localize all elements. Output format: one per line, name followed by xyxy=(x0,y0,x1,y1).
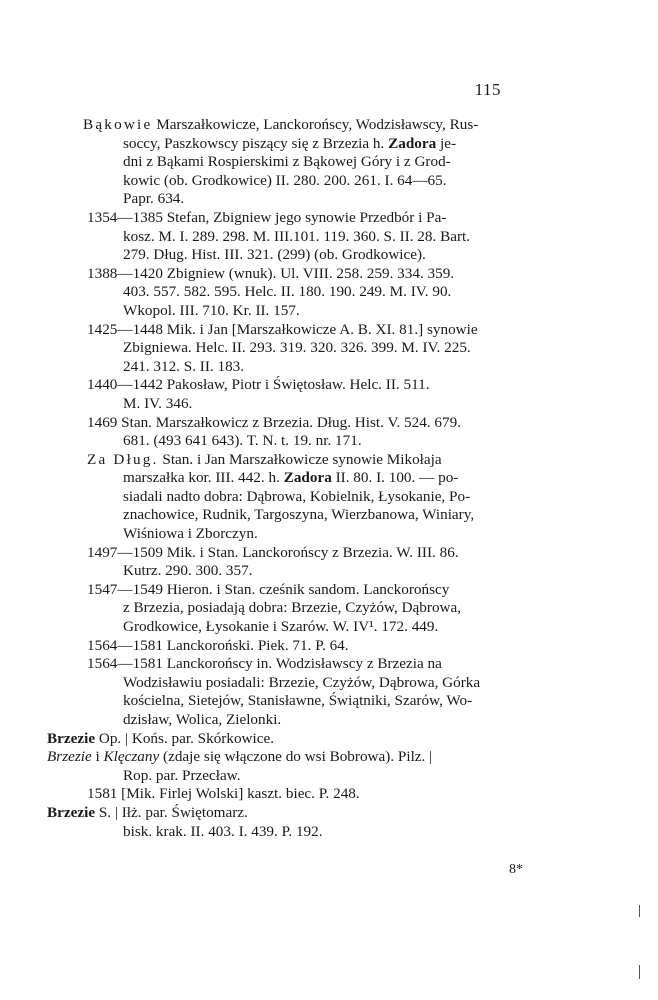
entry-text-block xyxy=(47,116,513,841)
text-segment: S. | Iłż. par. Świętomarz. xyxy=(95,803,248,821)
text-segment: bisk. krak. II. 403. I. 439. P. 192. xyxy=(123,822,323,840)
text-segment: Za Dług. xyxy=(87,450,159,468)
entry-keyword: Zadora xyxy=(283,469,332,487)
entry-keyword: Brzezie xyxy=(47,803,96,821)
text-line xyxy=(47,711,513,730)
text-segment: dni z Bąkami Rospierskimi z Bąkowej Góry i z Grod- xyxy=(123,153,451,171)
text-line xyxy=(47,302,513,321)
text-segment: Grodkowice, Łysokanie i Szarów. W. IV¹. 172. 449. xyxy=(123,618,439,636)
text-segment: siadali nadto dobra: Dąbrowa, Kobielnik, Łysokanie, Po- xyxy=(123,487,471,505)
text-segment: i xyxy=(91,748,104,766)
text-segment: 1581 [Mik. Firlej Wolski] kaszt. biec. P. 248. xyxy=(87,785,360,803)
text-segment: Wodzisławiu posiadali: Brzezie, Czyżów, Dąbrowa, Górka xyxy=(123,673,481,691)
text-line xyxy=(47,339,513,358)
entry-keyword: Klęczany xyxy=(103,748,160,766)
text-segment: Marszałkowicze, Lanckorońscy, Wodzisławscy, Rus- xyxy=(152,116,479,133)
text-segment: dzisław, Wolica, Zielonki. xyxy=(123,711,282,728)
text-line xyxy=(47,469,513,488)
text-line xyxy=(47,785,513,804)
text-segment: 1564—1581 Lanckoroński. Piek. 71. P. 64. xyxy=(87,636,349,654)
text-line xyxy=(47,544,513,563)
text-segment: II. 80. I. 100. — po- xyxy=(331,469,459,487)
text-line xyxy=(47,823,513,842)
text-segment: marszałka kor. III. 442. h. xyxy=(123,469,284,487)
text-line xyxy=(47,692,513,711)
text-line xyxy=(47,228,513,247)
entry-keyword: Brzezie xyxy=(47,729,96,747)
text-segment: z Brzezia, posiadają dobra: Brzezie, Czyżów, Dąbrowa, xyxy=(123,599,462,617)
text-line xyxy=(47,618,513,637)
text-segment: Kutrz. 290. 300. 357. xyxy=(123,562,253,580)
text-segment: znachowice, Rudnik, Targoszyna, Wierzbanowa, Winiary, xyxy=(123,506,475,524)
text-line xyxy=(47,116,513,135)
text-segment: 403. 557. 582. 595. Helc. II. 180. 190. 249. M. IV. 90. xyxy=(123,283,452,301)
text-segment: 1469 Stan. Marszałkowicz z Brzezia. Dług. Hist. V. 524. 679. xyxy=(87,413,461,431)
text-line xyxy=(47,190,513,209)
text-line xyxy=(47,265,513,284)
text-segment: Bąkowie xyxy=(83,116,153,133)
text-segment: 1388—1420 Zbigniew (wnuk). Ul. VIII. 258. 259. 334. 359. xyxy=(87,264,455,282)
text-segment: 1547—1549 Hieron. i Stan. cześnik sandom. Lanckorońscy xyxy=(87,580,450,598)
text-line xyxy=(47,506,513,525)
text-line xyxy=(47,655,513,674)
text-line xyxy=(47,730,513,749)
text-segment: (zdaje się włączone do wsi Bobrowa). Pilz. | xyxy=(159,748,433,766)
text-segment: 279. Dług. Hist. III. 321. (299) (ob. Grodkowice). xyxy=(123,246,426,264)
text-line xyxy=(47,153,513,172)
text-line xyxy=(47,674,513,693)
text-segment: 1564—1581 Lanckorońscy in. Wodzisławscy z Brzezia na xyxy=(87,655,442,673)
text-segment: 241. 312. S. II. 183. xyxy=(123,357,245,375)
text-line xyxy=(47,172,513,191)
scan-edge-mark xyxy=(639,965,640,979)
text-line xyxy=(47,321,513,340)
text-line xyxy=(47,209,513,228)
text-segment: Zbigniewa. Helc. II. 293. 319. 320. 326. 399. M. IV. 225. xyxy=(123,339,471,357)
text-line xyxy=(47,395,513,414)
text-segment: 1354—1385 Stefan, Zbigniew jego synowie Przedbór i Pa- xyxy=(87,208,447,226)
text-line xyxy=(47,246,513,265)
text-segment: M. IV. 346. xyxy=(123,394,193,412)
text-segment: kościelna, Sietejów, Stanisławne, Świątniki, Szarów, Wo- xyxy=(123,692,473,710)
text-segment: Papr. 634. xyxy=(123,190,185,208)
scan-edge-mark xyxy=(639,905,640,917)
text-line xyxy=(47,599,513,618)
entry-keyword: Brzezie xyxy=(47,748,92,766)
text-line xyxy=(47,358,513,377)
text-segment: Wkopol. III. 710. Kr. II. 157. xyxy=(123,301,300,319)
text-line xyxy=(47,488,513,507)
text-segment: soccy, Paszkowscy piszący się z Brzezia h. xyxy=(123,134,389,152)
text-segment: 681. (493 641 643). T. N. t. 19. nr. 171. xyxy=(123,432,362,450)
text-segment: 1440—1442 Pakosław, Piotr i Świętosław. Helc. II. 511. xyxy=(87,376,430,394)
text-segment: Wiśniowa i Zborczyn. xyxy=(123,525,258,543)
text-segment: je- xyxy=(436,134,457,152)
text-line xyxy=(47,451,513,470)
text-segment: Rop. par. Przecław. xyxy=(123,766,241,784)
text-segment: Op. | Końs. par. Skórkowice. xyxy=(95,729,275,747)
text-line xyxy=(47,376,513,395)
text-segment: 1425—1448 Mik. i Jan [Marszałkowicze A. B. XI. 81.] synowie xyxy=(87,320,478,338)
text-line xyxy=(47,414,513,433)
text-line xyxy=(47,748,513,767)
signature-mark: 8* xyxy=(509,862,523,877)
text-line xyxy=(47,135,513,154)
text-segment: kosz. M. I. 289. 298. M. III.101. 119. 360. S. II. 28. Bart. xyxy=(123,227,471,245)
text-segment: Stan. i Jan Marszałkowicze synowie Mikołaja xyxy=(158,450,442,468)
text-line xyxy=(47,581,513,600)
text-segment: kowic (ob. Grodkowice) II. 280. 200. 261. I. 64—65. xyxy=(123,171,447,189)
entry-keyword: Zadora xyxy=(388,134,437,152)
text-line xyxy=(47,804,513,823)
text-line xyxy=(47,525,513,544)
text-segment: 1497—1509 Mik. i Stan. Lanckorońscy z Brzezia. W. III. 86. xyxy=(87,543,459,561)
page-number: 115 xyxy=(474,80,501,99)
text-line xyxy=(47,637,513,656)
text-line xyxy=(47,767,513,786)
text-line xyxy=(47,283,513,302)
text-line xyxy=(47,562,513,581)
text-line xyxy=(47,432,513,451)
